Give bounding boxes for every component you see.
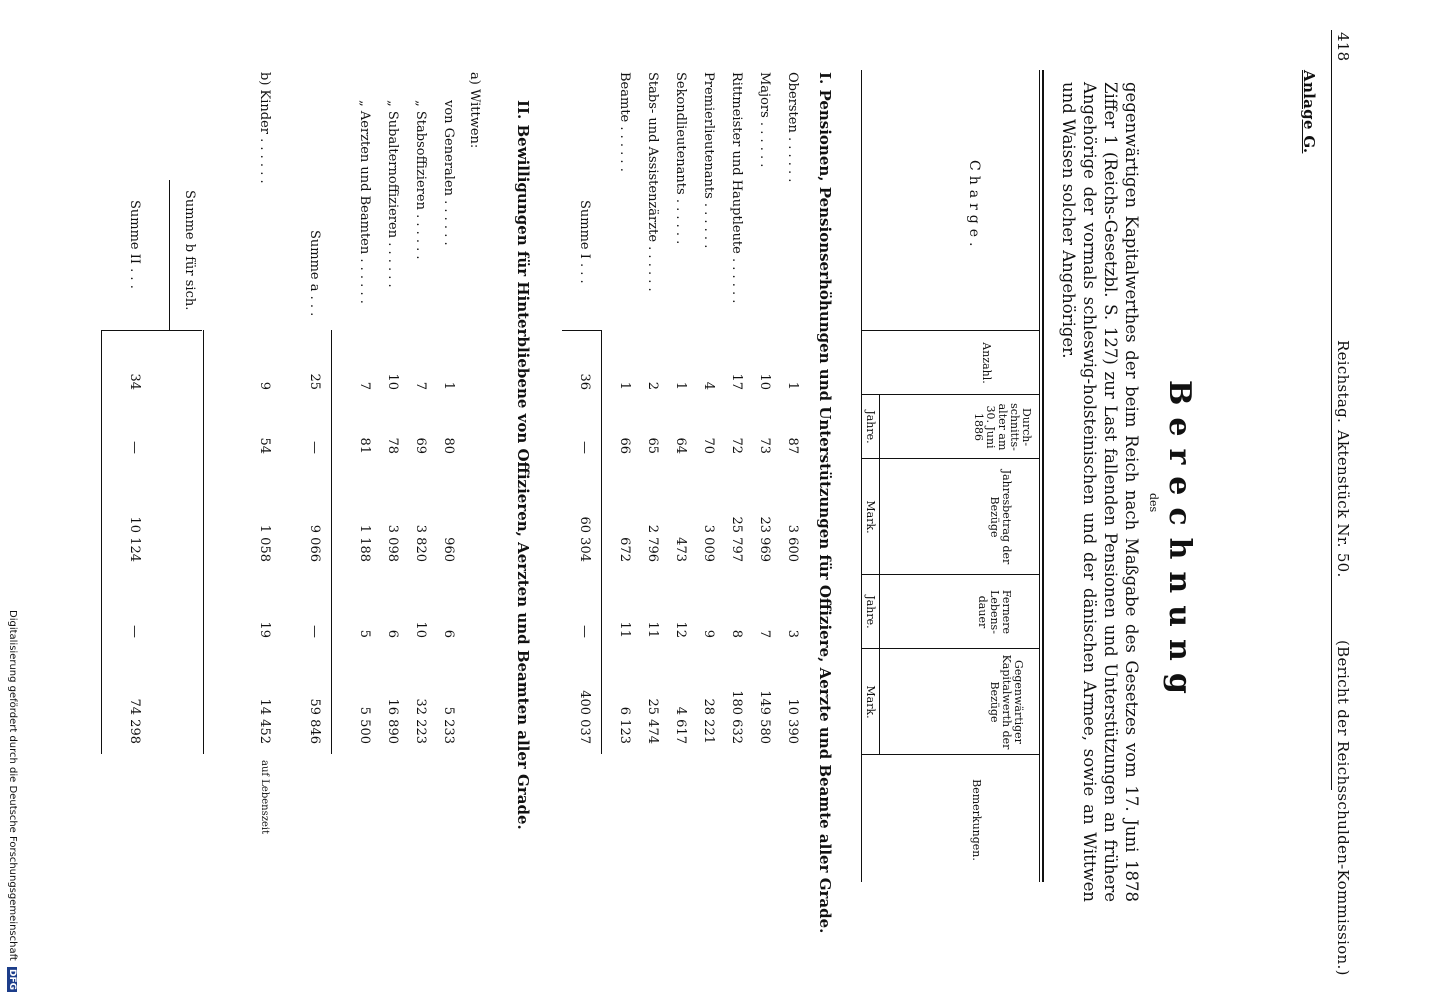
header-left-ref: Reichstag. (1334, 340, 1352, 424)
children-annual: 1 058 (257, 524, 272, 562)
widow-row-2-annual: 3 098 (385, 524, 400, 562)
widow-row-3-age: 81 (357, 437, 372, 454)
unit-capital: Mark. (864, 685, 877, 719)
sum-a-capital: 59 846 (307, 698, 322, 744)
widow-row-1-annual: 3 820 (413, 524, 428, 562)
section1-row-0-age: 87 (785, 437, 800, 454)
children-life: 19 (257, 621, 272, 638)
sum-a-life: — (307, 625, 322, 638)
section1-row-5-annual: 2 796 (645, 524, 660, 562)
sum-ii-capital: 74 298 (127, 698, 142, 744)
widow-row-2-count: 10 (385, 373, 400, 390)
section1-sum-capital: 400 037 (577, 690, 592, 744)
unit-life: Jahre. (864, 595, 877, 629)
widow-row-2-life: 6 (385, 629, 400, 638)
section1-row-3-annual: 3 009 (701, 524, 716, 562)
section1-row-3-label: Premierlieutenants . . . . . . (701, 72, 716, 249)
section1-row-2-life: 8 (729, 629, 744, 638)
sum-a-count: 25 (307, 373, 322, 390)
col-header-life: Fernere Lebens-dauer (976, 589, 1013, 635)
widow-row-0-age: 80 (441, 437, 456, 454)
document-subtitle: des (1147, 493, 1160, 513)
children-label: b) Kinder . . . . . . (257, 72, 272, 184)
section1-row-0-count: 1 (785, 381, 800, 390)
widow-row-1-capital: 32 223 (413, 698, 428, 744)
header-center-ref: Aktenstück Nr. 50. (1334, 430, 1352, 578)
widow-row-0-count: 1 (441, 381, 456, 390)
section1-row-1-age: 73 (757, 437, 772, 454)
sum-b-label: Summe b für sich. (182, 190, 197, 311)
section1-row-5-capital: 25 474 (645, 698, 660, 744)
section1-row-4-annual: 473 (673, 537, 688, 562)
section1-row-4-capital: 4 617 (673, 706, 688, 744)
annex-label: Anlage G. (1300, 70, 1318, 154)
sum-a-age: — (307, 441, 322, 454)
section1-row-4-age: 64 (673, 437, 688, 454)
section1-sum-annual: 60 304 (577, 516, 592, 562)
widow-row-3-annual: 1 188 (357, 524, 372, 562)
unit-annual: Mark. (864, 500, 877, 534)
section1-row-5-life: 11 (645, 621, 660, 638)
children-age: 54 (257, 437, 272, 454)
children-capital: 14 452 (257, 698, 272, 744)
sum-ii-age: — (127, 441, 142, 454)
sum-a-annual: 9 066 (307, 524, 322, 562)
section1-sum-label: Summe I . . . (577, 200, 592, 284)
section1-row-1-life: 7 (757, 629, 772, 638)
sum-ii-life: — (127, 625, 142, 638)
section2-heading: II. Bewilligungen für Hinterbliebene von Offizieren, Aerzten und Beamten aller Grade. (514, 100, 532, 830)
widow-row-0-annual: 960 (441, 537, 456, 562)
section1-sum-life: — (577, 625, 592, 638)
section1-row-0-capital: 10 390 (785, 698, 800, 744)
section1-row-1-count: 10 (757, 373, 772, 390)
widow-row-0-label: von Generalen . . . . . . (441, 100, 456, 246)
section1-row-2-count: 17 (729, 373, 744, 390)
header-bottom-rule (861, 70, 862, 882)
section1-row-4-life: 12 (673, 621, 688, 638)
widow-row-2-label: „ Subalternoffizieren . . . . . . (385, 100, 400, 288)
intro-paragraph: gegenwärtigen Kapitalwerthes der beim Reich nach Maßgabe des Gesetzes vom 17. Juni 1878 Ziffer 1 (Reichs-Gesetzbl. S. 127) zur Last fallenden Pensionen und Unterstützungen an frühere Angehörige der vormals schleswig-holsteinischen und der dänischen Armee, sowie an Wittwen und Waisen solcher Angehöriger. (1059, 82, 1141, 902)
children-remark: auf Lebenszeit (259, 760, 270, 835)
section1-row-3-capital: 28 221 (701, 698, 716, 744)
section1-row-6-count: 1 (617, 381, 632, 390)
sum-ii-label: Summe II . . . (127, 200, 142, 289)
section1-row-2-capital: 180 632 (729, 690, 744, 744)
widow-row-3-capital: 5 500 (357, 706, 372, 744)
widow-row-3-label: „ Aerzten und Beamten . . . . . . (357, 100, 372, 304)
section1-row-1-label: Majors . . . . . . (757, 72, 772, 168)
section1-row-4-label: Sekondlieutenants . . . . . . (673, 72, 688, 245)
widow-row-3-count: 7 (357, 381, 372, 390)
section1-row-3-age: 70 (701, 437, 716, 454)
col-header-remarks: Bemerkungen. (970, 779, 983, 861)
header-right-ref: (Bericht der Reichsschulden-Kommission.) (1334, 640, 1352, 976)
section1-row-3-count: 4 (701, 381, 716, 390)
section1-row-3-life: 9 (701, 629, 716, 638)
digitization-note (4, 610, 18, 990)
widows-label: a) Wittwen: (467, 72, 482, 149)
section1-row-1-annual: 23 969 (757, 516, 772, 562)
widow-row-0-life: 6 (441, 629, 456, 638)
widow-row-3-life: 5 (357, 629, 372, 638)
section1-sum-age: — (577, 441, 592, 454)
section1-heading: I. Pensionen, Pensionserhöhungen und Unterstützungen für Offiziere, Aerzte und Beamte aller Grade. (816, 72, 834, 934)
widow-row-2-age: 78 (385, 437, 400, 454)
widow-row-0-capital: 5 233 (441, 706, 456, 744)
widow-row-1-label: „ Stabsoffizieren . . . . . . (413, 100, 428, 260)
sum-ii-count: 34 (127, 373, 142, 390)
widow-row-1-count: 7 (413, 381, 428, 390)
document-title: Berechnung (1162, 380, 1197, 706)
suma-rule (331, 330, 332, 754)
sum-a-label: Summe a . . . (307, 230, 322, 317)
page-number: 418 (1334, 32, 1352, 62)
section1-row-5-age: 65 (645, 437, 660, 454)
col-header-age: Durch-schnitts-alter am 30. Juni 1886 (972, 403, 1033, 451)
section1-row-6-age: 66 (617, 437, 632, 454)
table-bottom-rule (101, 330, 102, 754)
section1-row-0-annual: 3 600 (785, 524, 800, 562)
digitization-text: Digitalisierung gefördert durch die Deutsche Forschungsgemeinschaft (7, 610, 18, 961)
section1-row-4-count: 1 (673, 381, 688, 390)
header-rule (1331, 30, 1332, 790)
widow-row-1-age: 69 (413, 437, 428, 454)
widow-row-1-life: 10 (413, 621, 428, 638)
sum-ii-annual: 10 124 (127, 516, 142, 562)
unit-age: Jahre. (864, 410, 877, 444)
section1-row-6-annual: 672 (617, 537, 632, 562)
table-top-rule (1042, 70, 1044, 882)
dfg-logo: DFG (7, 969, 17, 991)
section1-row-5-count: 2 (645, 381, 660, 390)
section1-row-2-label: Rittmeister und Hauptleute . . . . . . (729, 72, 744, 304)
section1-row-6-capital: 6 123 (617, 706, 632, 744)
col-header-capital: Gegenwärtiger Kapitalwerth der Bezüge (988, 654, 1025, 750)
section1-row-6-label: Beamte . . . . . . (617, 72, 632, 172)
widow-row-2-capital: 16 890 (385, 698, 400, 744)
section1-row-0-label: Obersten . . . . . . (785, 72, 800, 183)
sum1-rule (601, 330, 602, 754)
col-header-charge: Charge. (966, 160, 982, 252)
section1-row-0-life: 3 (785, 629, 800, 638)
col-header-count: Anzahl. (980, 342, 993, 384)
section1-sum-count: 36 (577, 373, 592, 390)
section1-row-2-age: 72 (729, 437, 744, 454)
section1-row-1-capital: 149 580 (757, 690, 772, 744)
section1-row-2-annual: 25 797 (729, 516, 744, 562)
children-count: 9 (257, 381, 272, 390)
section1-row-5-label: Stabs- und Assistenzärzte . . . . . . (645, 72, 660, 292)
col-header-annual: Jahresbetrag der Bezüge (988, 469, 1013, 565)
section1-row-6-life: 11 (617, 621, 632, 638)
